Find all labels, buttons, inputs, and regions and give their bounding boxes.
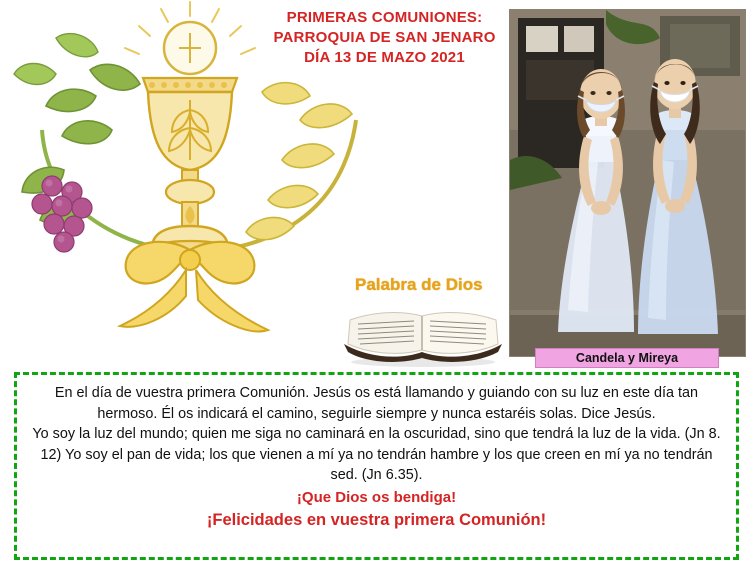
congratulations-line: ¡Felicidades en vuestra primera Comunión! bbox=[206, 510, 547, 529]
communion-photo bbox=[509, 9, 746, 357]
open-bible-icon bbox=[338, 300, 508, 368]
palabra-de-dios-label: Palabra de Dios bbox=[355, 275, 483, 294]
message-box bbox=[14, 372, 739, 560]
blessing-line: ¡Que Dios os bendiga! bbox=[296, 488, 457, 506]
message-paragraph-2: Yo soy la luz del mundo; quien me siga no caminará en la oscuridad, sino que tendrá la luz de la vida. (Jn 8. 12) Yo soy el pan de vida; los que vienen a mí ya no tendrán hambre y los que creen en mí ya no tendrán sed. (Jn 6.35). bbox=[32, 426, 721, 483]
message-paragraph-1: En el día de vuestra primera Comunión. Jesús os está llamando y guiando con su luz en este día tan hermoso. Él os indicará el camino, seguirle siempre y nunca estaréis solas. Dice Jesús. bbox=[54, 385, 699, 422]
title-line-3: DÍA 13 DE MAZO 2021 bbox=[304, 49, 465, 66]
title-line-2: PARROQUIA DE SAN JENARO bbox=[273, 29, 496, 46]
photo-caption: Candela y Mireya bbox=[535, 348, 719, 368]
title-line-1: PRIMERAS COMUNIONES: bbox=[286, 9, 483, 26]
